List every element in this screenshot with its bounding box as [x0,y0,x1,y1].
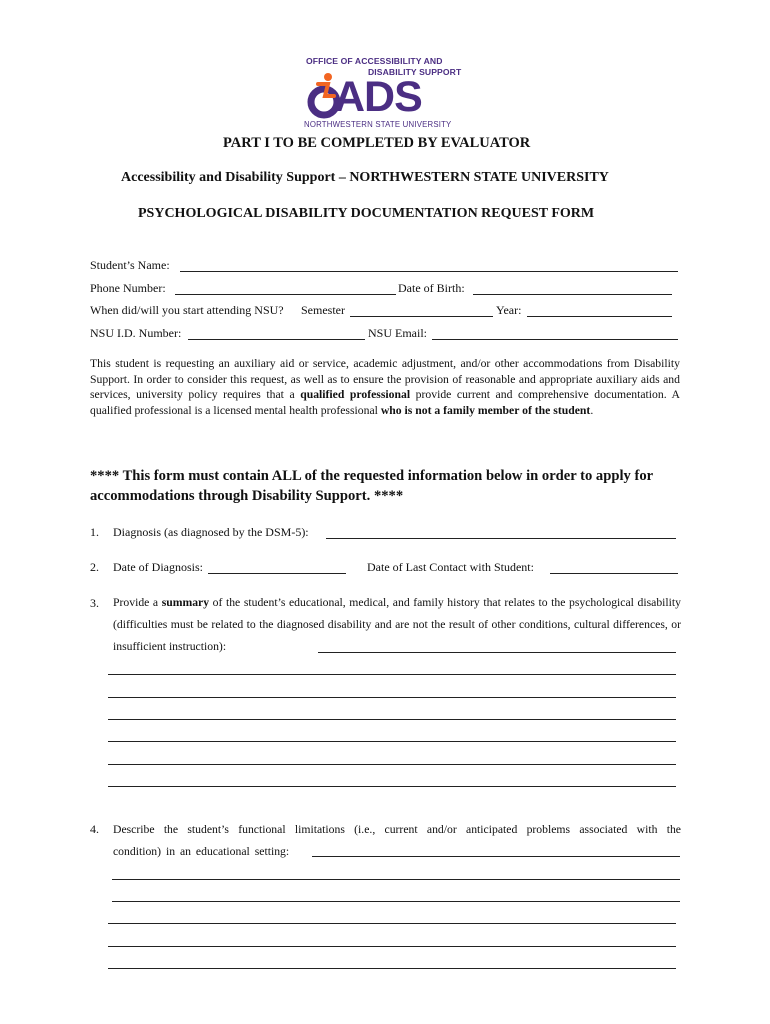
q2-number: 2. [90,560,99,574]
q3-prompt [113,592,681,658]
policy-text-1: This student is requesting an auxiliary aid or service, academic adjustment, and/or other accommodations from Disability Support. In order to consider this request, as well as to ensure the provision of reasonable and appropriate auxiliary aids and services, university policy requires that a [90,357,680,402]
policy-text-2: provide current and comprehensive documentation. A qualified professional is a licensed mental health professional [90,388,680,417]
dob-field[interactable] [473,294,672,295]
qualified-professional-bold: qualified professional [300,388,411,402]
q3-answer-line[interactable] [108,697,676,698]
q3-answer-line[interactable] [318,652,676,653]
q2-contact-label: Date of Last Contact with Student: [367,560,534,574]
dob-label: Date of Birth: [398,281,465,295]
q3-answer-line[interactable] [108,719,676,720]
nsu-id-field[interactable] [188,339,365,340]
q3-number: 3. [90,596,99,610]
q4-prompt: Describe the student’s functional limitations (i.e., current and/or anticipated problems associated with the condition) in an educational setting: [113,823,681,858]
q3-text-1: Provide a [113,596,162,609]
form-title: PSYCHOLOGICAL DISABILITY DOCUMENTATION REQUEST FORM [138,206,595,221]
nsu-email-label: NSU Email: [368,326,427,340]
not-family-member-bold: who is not a family member of the student [380,403,591,417]
q3-answer-line[interactable] [108,786,676,787]
requirements-notice: **** This form must contain ALL of the requested information below in order to apply for accommodations through Disability Support. **** [90,468,653,504]
part-heading: PART I TO BE COMPLETED BY EVALUATOR [223,135,531,151]
q2-contact-field[interactable] [550,573,678,574]
nsu-id-label: NSU I.D. Number: [90,326,182,340]
attending-label: When did/will you start attending NSU? [90,303,284,317]
q4-answer-line[interactable] [108,946,676,947]
student-name-field[interactable] [180,271,678,272]
q1-number: 1. [90,525,99,539]
oads-logo [298,52,478,132]
year-field[interactable] [527,316,672,317]
nsu-email-field[interactable] [432,339,678,340]
phone-field[interactable] [175,294,396,295]
q4-number: 4. [90,822,99,836]
q4-answer-line[interactable] [112,901,680,902]
org-heading: Accessibility and Disability Support – NORTHWESTERN STATE UNIVERSITY [121,170,609,185]
q4-answer-line[interactable] [312,856,680,857]
logo-university: NORTHWESTERN STATE UNIVERSITY [304,120,452,129]
policy-text-3: . [590,403,594,417]
policy-paragraph [90,356,680,418]
q3-summary-bold: summary [161,596,210,609]
year-label: Year: [496,303,522,317]
semester-field[interactable] [350,316,493,317]
q2-date-field[interactable] [208,573,346,574]
logo-acronym: ADS [334,73,422,121]
q3-answer-line[interactable] [108,764,676,765]
q3-answer-line[interactable] [108,741,676,742]
logo-line-1: OFFICE OF ACCESSIBILITY AND [306,56,443,66]
semester-label: Semester [301,303,345,317]
student-name-label: Student’s Name: [90,258,170,272]
q1-label: Diagnosis (as diagnosed by the DSM-5): [113,525,309,539]
q1-diagnosis-field[interactable] [326,538,676,539]
q3-answer-line[interactable] [108,674,676,675]
q2-date-label: Date of Diagnosis: [113,560,203,574]
q4-answer-line[interactable] [108,968,676,969]
q4-answer-line[interactable] [108,923,676,924]
logo-line-2: DISABILITY SUPPORT [368,67,462,77]
phone-label: Phone Number: [90,281,166,295]
q3-text-2: of the student’s educational, medical, and family history that relates to the psychological disability (difficulties must be related to the diagnosed disability and are not the result of other conditions, cultural differences, or insufficient instruction): [113,596,681,653]
q4-answer-line[interactable] [112,879,680,880]
